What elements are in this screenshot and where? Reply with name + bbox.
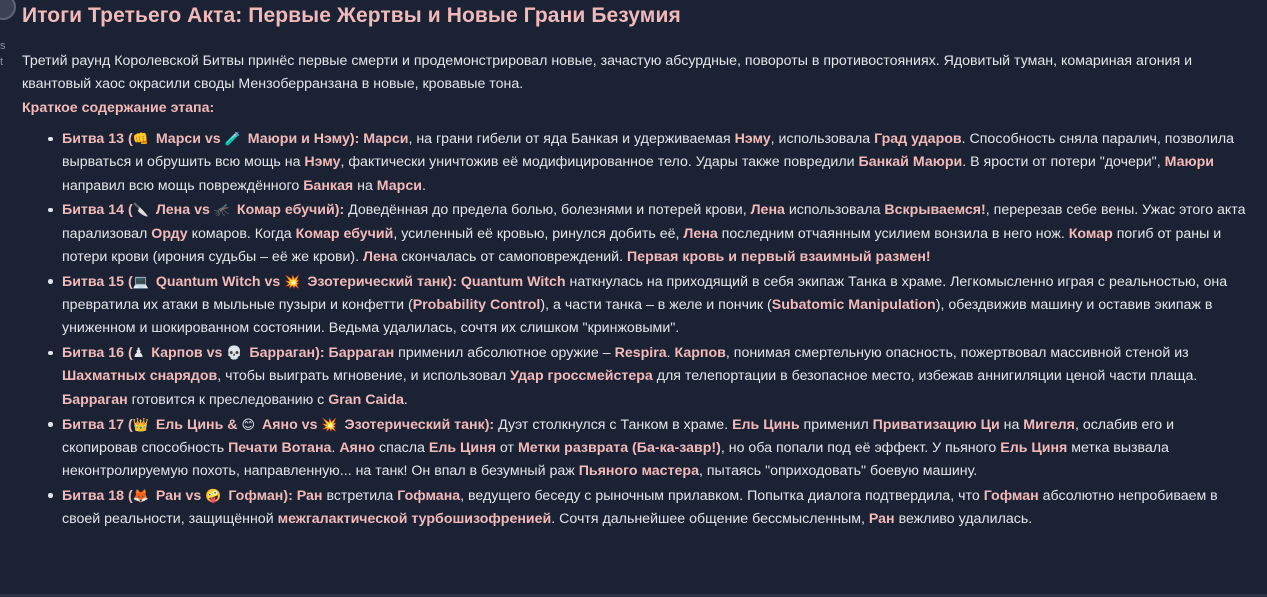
bold-text: Ран <box>868 511 895 528</box>
bold-text: Первая кровь и первый взаимный размен! <box>626 248 931 265</box>
text: метка вызвала неконтролируемую похоть, направленную... на танк! Он впал в безумный раж <box>62 439 1169 480</box>
text: скончалась от самоповреждений. <box>397 248 627 265</box>
bold-text: Эзотерический танк): <box>340 416 495 433</box>
text: , на грани гибели от яда Банкая и удерживаемая <box>408 131 735 147</box>
bold-text: Мигеля <box>1023 416 1075 433</box>
emoji-icon: 👊 <box>132 131 149 146</box>
bold-text: Ель Циня <box>1000 439 1068 456</box>
text: . Сочтя дальнейшее общение бессмысленным, <box>551 511 869 528</box>
text: , но оба попали под её эффект. У пьяного <box>720 439 1001 456</box>
bold-text: Quantum Witch <box>460 273 566 290</box>
text: на <box>999 416 1024 433</box>
bold-text: Пьяного мастера <box>578 463 699 480</box>
summary-heading: Краткое содержание этапа: <box>22 100 215 116</box>
text: от <box>495 439 518 456</box>
emoji-icon: 🔪 <box>132 202 149 218</box>
emoji-icon: 🦊 <box>132 487 149 503</box>
bold-text: Гофмана <box>397 487 461 504</box>
bold-text: Маюри и Нэму): <box>243 131 360 147</box>
emoji-icon: 💀 <box>226 345 243 361</box>
bold-text: Quantum Witch vs <box>151 273 285 290</box>
bold-text: Орду <box>151 225 188 242</box>
bold-text: Битва 17 ( <box>62 416 133 433</box>
bold-text: Метки разврата (Ба-ка-завр!) <box>517 439 721 456</box>
text: встретила <box>322 487 398 504</box>
text: . <box>421 177 426 194</box>
bold-text: Битва 14 ( <box>62 202 133 219</box>
bold-text: Барраган): <box>245 345 325 362</box>
bold-text: Gran Caida <box>328 391 404 408</box>
bold-text: Аяно vs <box>258 416 322 433</box>
text: , использовала <box>770 131 875 147</box>
article-intro: Третий раунд Королевской Битвы принёс первые смерти и продемонстрировал новые, зачастую абсурдные, повороты в противостояниях. Ядовитый туман, комариная агония и квантовый хаос окрасили своды Мензоберранзана в новые, кровавые тона. <box>22 53 1193 92</box>
bold-text: Subatomic Manipulation <box>771 297 936 314</box>
battle-list <box>22 127 1248 532</box>
battle-item <box>62 127 1248 198</box>
bold-text: Эзотерический танк): <box>303 273 457 290</box>
text: применил абсолютное оружие – <box>394 345 615 362</box>
bold-text: Вскрываемся! <box>884 202 986 219</box>
text: ), обездвижив машину и оставив экипаж в униженном и шокированном состоянии. Ведьма удалилась, сочтя их слишком "кринжовыми". <box>62 297 1213 337</box>
text: направил всю мощь повреждённого <box>62 177 304 194</box>
text: для телепортации в безопасное место, избежав аннигиляции ценой части плаща. <box>652 368 1198 385</box>
text: . <box>403 391 408 408</box>
bold-text: Марси vs <box>151 131 225 147</box>
bold-text: Марси <box>376 177 422 194</box>
bold-text: Гофман <box>983 487 1039 504</box>
battle-item <box>62 198 1248 269</box>
message-content <box>22 0 1248 532</box>
text: применил <box>799 416 873 433</box>
battle-item <box>62 484 1248 532</box>
emoji-icon: 👑 <box>132 416 149 432</box>
bold-text: Ран <box>296 487 323 504</box>
battle-item <box>62 270 1248 341</box>
emoji-icon: 💥 <box>284 273 301 289</box>
text: . Способность сняла паралич, позволила вырваться и обрушить всю мощь на <box>62 131 1235 171</box>
text: Доведённая до предела болью, болезнями и потерей крови, <box>344 202 751 219</box>
text: , ослабив его и скопировав способность <box>62 416 1175 456</box>
text: , ведущего беседу с рыночным прилавком. Попытка диалога подтвердила, что <box>460 487 984 504</box>
bold-text: Probability Control <box>412 297 541 314</box>
text: ), а части танка – в желе и пончик ( <box>540 297 772 314</box>
bold-text: Маюри <box>1164 154 1214 171</box>
bold-text: Карпов vs <box>147 345 227 362</box>
text: абсолютно непробиваем в своей реальности, защищённой <box>62 487 1218 528</box>
bold-text: Нэму <box>734 131 771 147</box>
bold-text: Град ударов <box>874 131 962 147</box>
text: Дуэт столкнулся с Танком в храме. <box>494 416 733 433</box>
bold-text: Лена <box>750 202 785 219</box>
emoji-icon: 🧪 <box>224 131 241 146</box>
text: спасла <box>375 439 429 456</box>
bold-text: Удар гроссмейстера <box>510 368 653 385</box>
bold-text: Лена <box>363 248 398 265</box>
text: , усиленный её кровью, ринулся добить её, <box>393 225 684 242</box>
bold-text: Банкай Маюри <box>858 154 963 171</box>
text: , пытаясь "оприходовать" боевую машину. <box>698 463 978 480</box>
text: комаров. Когда <box>187 225 296 242</box>
text: . <box>666 345 675 362</box>
bold-text: Марси <box>363 131 409 147</box>
bold-text: Ель Цинь & <box>151 416 242 433</box>
text: . <box>331 439 340 456</box>
bold-text: Комар ебучий <box>295 225 394 242</box>
text: вежливо удалилась. <box>894 511 1033 528</box>
text: . В ярости от потери "дочери", <box>962 154 1165 171</box>
bold-text: Комар ебучий): <box>232 202 345 219</box>
text: использовала <box>784 202 885 219</box>
bold-text: Нэму <box>304 154 341 171</box>
bold-text: Барраган <box>62 391 128 408</box>
side-text-fragment: s t <box>0 40 6 68</box>
bold-text: межгалактической турбошизофренией <box>277 511 552 528</box>
text: наткнулась на приходящий в себя экипаж Танка в храме. Легкомысленно играя с реальностью, она превратила их атаки в мыльные пузыри и конфетти ( <box>62 273 1228 314</box>
bold-text: Лена <box>683 225 718 242</box>
emoji-icon: 💻 <box>132 273 149 289</box>
text: , перерезав себе вены. Ужас этого акта парализовал <box>62 202 1246 242</box>
text: на <box>353 177 377 194</box>
bold-text: Ель Цинь <box>732 416 800 433</box>
bold-text: Аяно <box>339 439 376 456</box>
bold-text: Шахматных снарядов <box>62 368 218 385</box>
emoji-icon: 🦟 <box>213 202 230 218</box>
battle-item <box>62 413 1248 484</box>
bold-text: Приватизацию Ци <box>872 416 1000 433</box>
avatar[interactable] <box>0 0 16 20</box>
bold-text: Лена vs <box>151 202 214 219</box>
bold-text: Ель Циня <box>428 439 496 456</box>
bold-text: Барраган <box>328 345 395 362</box>
bold-text: Гофман): <box>224 487 293 504</box>
bold-text: Respira <box>614 345 667 362</box>
emoji-icon: 💥 <box>321 416 338 432</box>
emoji-icon: 🤪 <box>205 487 222 503</box>
bold-text: Печати Вотана <box>228 439 332 456</box>
emoji-icon: 😊 <box>241 416 256 432</box>
text: , фактически уничтожив её модифицированное тело. Удары также повредили <box>340 154 859 171</box>
text: , понимая смертельную опасность, пожертвовал массивной стеной из <box>725 345 1189 362</box>
bold-text: Ран vs <box>151 487 206 504</box>
bold-text: Битва 16 ( <box>62 345 133 362</box>
bold-text: Карпов <box>674 345 726 362</box>
article-title: Итоги Третьего Акта: Первые Жертвы и Новые Грани Безумия <box>22 4 681 27</box>
text: последним отчаянным усилием вонзила в него нож. <box>717 225 1069 242</box>
bold-text: Банкая <box>303 177 354 194</box>
text: готовится к преследованию с <box>127 391 329 408</box>
bold-text: Битва 18 ( <box>62 487 133 504</box>
bold-text: Комар <box>1068 225 1113 242</box>
text: погиб от раны и потери крови (ирония судьбы – её же крови). <box>62 225 1222 265</box>
emoji-icon: ♟ <box>132 345 145 361</box>
battle-item <box>62 341 1248 412</box>
bold-text: Битва 15 ( <box>62 273 133 290</box>
text: , чтобы выиграть мгновение, и использовал <box>217 368 511 385</box>
bold-text: Битва 13 ( <box>62 131 133 147</box>
